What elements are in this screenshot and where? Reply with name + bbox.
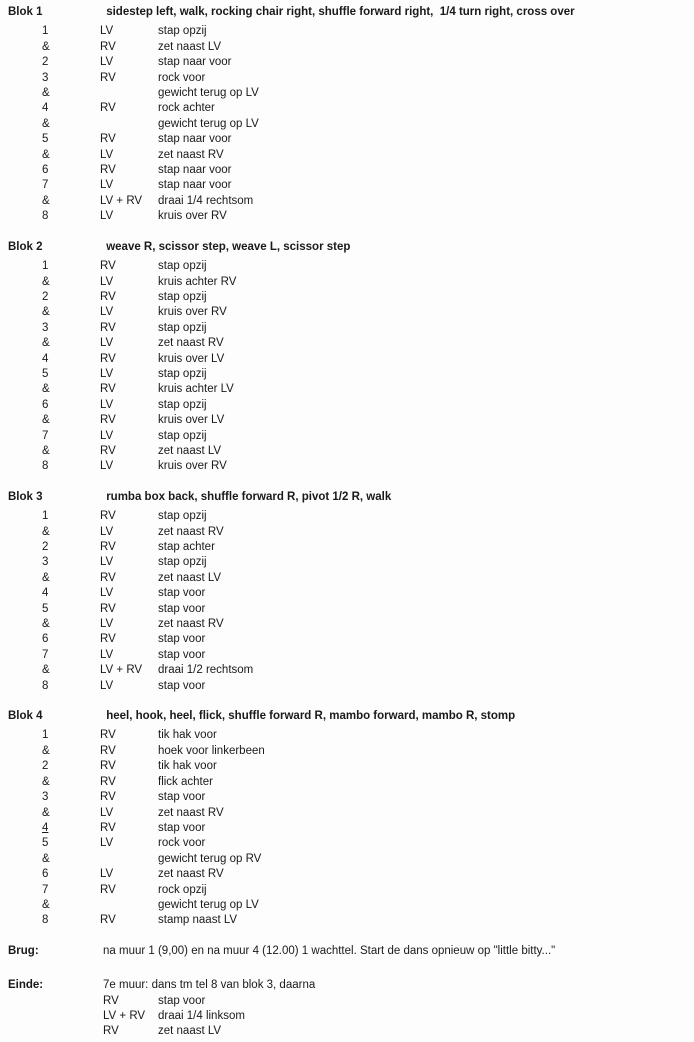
beat-count: 7 bbox=[42, 883, 49, 896]
beat-count: 2 bbox=[42, 290, 49, 303]
step-row bbox=[42, 275, 688, 290]
beat-count: & bbox=[42, 194, 50, 207]
step-row bbox=[103, 1009, 688, 1024]
step-action: tik hak voor bbox=[158, 760, 217, 773]
foot-label: LV bbox=[100, 179, 114, 192]
step-row bbox=[42, 759, 688, 774]
foot-label: LV bbox=[100, 148, 114, 161]
beat-count: 7 bbox=[42, 648, 49, 661]
beat-count: 5 bbox=[42, 133, 49, 146]
step-action: stap opzij bbox=[158, 429, 207, 442]
beat-count: 4 bbox=[42, 587, 49, 600]
step-row bbox=[42, 663, 688, 678]
step-row bbox=[42, 367, 688, 382]
step-row bbox=[42, 444, 688, 459]
beat-count: 4 bbox=[42, 821, 49, 834]
step-row bbox=[42, 413, 688, 428]
block-label: Blok 4 bbox=[8, 710, 43, 723]
foot-label: LV bbox=[100, 587, 114, 600]
beat-count: 1 bbox=[42, 260, 49, 273]
block-header bbox=[8, 5, 688, 20]
beat-count: 5 bbox=[42, 367, 49, 380]
step-row bbox=[42, 586, 688, 601]
beat-count: & bbox=[42, 444, 50, 457]
step-action: stap opzij bbox=[158, 510, 207, 523]
step-action: zet naast LV bbox=[158, 40, 222, 53]
foot-label: RV bbox=[100, 914, 116, 927]
dance-block bbox=[8, 490, 688, 694]
foot-label bbox=[100, 898, 158, 913]
step-row bbox=[42, 883, 688, 898]
step-action: stap naar voor bbox=[158, 133, 232, 146]
ending-header bbox=[8, 978, 688, 993]
foot-label: RV bbox=[100, 40, 116, 53]
beat-count: 2 bbox=[42, 760, 49, 773]
step-action: kruis over LV bbox=[158, 352, 225, 365]
foot-label: LV bbox=[100, 556, 114, 569]
beat-count: & bbox=[42, 275, 50, 288]
step-row bbox=[103, 994, 688, 1009]
foot-label: RV bbox=[100, 71, 116, 84]
beat-count: 5 bbox=[42, 602, 49, 615]
step-action: stap opzij bbox=[158, 398, 207, 411]
step-row bbox=[42, 679, 688, 694]
step-row bbox=[42, 836, 688, 851]
step-action: zet naast RV bbox=[158, 868, 224, 881]
beat-count: 3 bbox=[42, 71, 49, 84]
block-title: rumba box back, shuffle forward R, pivot 1/2 R, walk bbox=[106, 490, 392, 503]
foot-label: RV bbox=[100, 321, 116, 334]
step-action: zet naast LV bbox=[158, 1025, 222, 1038]
beat-count: & bbox=[42, 525, 50, 538]
beat-count: & bbox=[42, 744, 50, 757]
dance-block bbox=[8, 5, 688, 225]
step-row bbox=[42, 40, 688, 55]
step-row bbox=[42, 525, 688, 540]
step-action: tik hak voor bbox=[158, 729, 217, 742]
step-row bbox=[42, 617, 688, 632]
beat-count: & bbox=[42, 117, 50, 130]
beat-count: & bbox=[42, 87, 50, 100]
step-row bbox=[42, 163, 688, 178]
beat-count: 6 bbox=[42, 868, 49, 881]
foot-label: LV bbox=[100, 367, 114, 380]
step-row bbox=[42, 86, 688, 101]
foot-label: RV bbox=[100, 883, 116, 896]
step-action: stap opzij bbox=[158, 321, 207, 334]
beat-count: 6 bbox=[42, 398, 49, 411]
step-action: stap voor bbox=[158, 821, 206, 834]
step-action: hoek voor linkerbeen bbox=[158, 744, 265, 757]
step-action: gewicht terug op LV bbox=[158, 117, 259, 130]
step-action: draai 1/4 linksom bbox=[158, 1009, 245, 1022]
beat-count: 3 bbox=[42, 556, 49, 569]
step-action: stap opzij bbox=[158, 260, 207, 273]
foot-label: RV bbox=[100, 775, 116, 788]
step-row bbox=[42, 290, 688, 305]
step-action: zet naast RV bbox=[158, 148, 224, 161]
step-action: stamp naast LV bbox=[158, 914, 238, 927]
block-label: Blok 2 bbox=[8, 240, 43, 253]
beat-count: & bbox=[42, 306, 50, 319]
bridge-section bbox=[8, 944, 688, 959]
step-row bbox=[42, 382, 688, 397]
beat-count: & bbox=[42, 852, 50, 865]
foot-label: RV bbox=[100, 352, 116, 365]
beat-count: 4 bbox=[42, 102, 49, 115]
beat-count: 8 bbox=[42, 210, 49, 223]
step-action: stap voor bbox=[158, 994, 206, 1007]
foot-label: RV bbox=[100, 571, 116, 584]
beat-count: 4 bbox=[42, 352, 49, 365]
block-steps bbox=[8, 509, 688, 694]
step-action: zet naast LV bbox=[158, 444, 222, 457]
step-row bbox=[42, 555, 688, 570]
foot-label: RV bbox=[100, 602, 116, 615]
foot-label: RV bbox=[100, 290, 116, 303]
step-row bbox=[42, 648, 688, 663]
step-row bbox=[42, 305, 688, 320]
step-row bbox=[42, 321, 688, 336]
step-action: kruis over LV bbox=[158, 414, 225, 427]
step-row bbox=[42, 867, 688, 882]
step-action: kruis over RV bbox=[158, 306, 227, 319]
foot-label: LV bbox=[100, 837, 114, 850]
foot-label: LV bbox=[100, 337, 114, 350]
beat-count: & bbox=[42, 40, 50, 53]
step-action: stap voor bbox=[158, 587, 206, 600]
beat-count: & bbox=[42, 775, 50, 788]
step-action: stap voor bbox=[158, 791, 206, 804]
step-action: stap naar voor bbox=[158, 179, 232, 192]
foot-label: LV bbox=[100, 56, 114, 69]
beat-count: 5 bbox=[42, 837, 49, 850]
beat-count: & bbox=[42, 664, 50, 677]
beat-count: & bbox=[42, 337, 50, 350]
foot-label: RV bbox=[100, 760, 116, 773]
foot-label: LV bbox=[100, 429, 114, 442]
step-action: rock voor bbox=[158, 71, 206, 84]
foot-label: LV bbox=[100, 275, 114, 288]
step-row bbox=[42, 913, 688, 928]
foot-label: LV bbox=[100, 618, 114, 631]
step-action: stap naar voor bbox=[158, 56, 232, 69]
beat-count: 8 bbox=[42, 914, 49, 927]
beat-count: 7 bbox=[42, 429, 49, 442]
step-action: zet naast RV bbox=[158, 525, 224, 538]
step-row bbox=[42, 178, 688, 193]
step-row bbox=[42, 148, 688, 163]
beat-count: & bbox=[42, 618, 50, 631]
block-steps bbox=[8, 259, 688, 475]
step-row bbox=[42, 336, 688, 351]
step-action: stap voor bbox=[158, 602, 206, 615]
foot-label: RV bbox=[100, 383, 116, 396]
step-row bbox=[42, 571, 688, 586]
foot-label: LV + RV bbox=[100, 664, 143, 677]
beat-count: 6 bbox=[42, 164, 49, 177]
foot-label: LV bbox=[100, 648, 114, 661]
step-row bbox=[42, 101, 688, 116]
step-row bbox=[42, 775, 688, 790]
step-action: draai 1/4 rechtsom bbox=[158, 194, 254, 207]
ending-section bbox=[8, 978, 688, 1040]
beat-count: 1 bbox=[42, 25, 49, 38]
step-row bbox=[42, 209, 688, 224]
beat-count: 8 bbox=[42, 460, 49, 473]
beat-count: & bbox=[42, 148, 50, 161]
step-action: rock opzij bbox=[158, 883, 207, 896]
step-action: draai 1/2 rechtsom bbox=[158, 664, 254, 677]
beat-count: 7 bbox=[42, 179, 49, 192]
bridge-row bbox=[8, 944, 688, 959]
foot-label: LV bbox=[100, 868, 114, 881]
foot-label bbox=[100, 86, 158, 101]
block-header bbox=[8, 709, 688, 724]
step-row bbox=[42, 602, 688, 617]
step-action: zet naast RV bbox=[158, 618, 224, 631]
beat-count: & bbox=[42, 571, 50, 584]
foot-label: RV bbox=[100, 414, 116, 427]
step-row bbox=[103, 1024, 688, 1039]
step-action: flick achter bbox=[158, 775, 213, 788]
dance-block bbox=[8, 240, 688, 475]
step-row bbox=[42, 259, 688, 274]
foot-label: RV bbox=[100, 541, 116, 553]
block-title: sidestep left, walk, rocking chair right, shuffle forward right, 1/4 turn right, cross over bbox=[106, 6, 575, 18]
beat-count: 1 bbox=[42, 729, 49, 742]
step-row bbox=[42, 132, 688, 147]
step-row bbox=[42, 459, 688, 474]
step-row bbox=[42, 744, 688, 759]
step-action: stap achter bbox=[158, 541, 215, 553]
step-action: stap naar voor bbox=[158, 164, 232, 177]
step-action: stap opzij bbox=[158, 25, 207, 38]
foot-label: LV + RV bbox=[100, 194, 143, 207]
step-row bbox=[42, 806, 688, 821]
foot-label: LV bbox=[100, 525, 114, 538]
block-label: Blok 1 bbox=[8, 6, 43, 18]
beat-count: 6 bbox=[42, 633, 49, 646]
foot-label: RV bbox=[100, 633, 116, 646]
step-action: zet naast RV bbox=[158, 806, 224, 819]
bridge-label: Brug: bbox=[8, 944, 39, 957]
step-action: kruis achter RV bbox=[158, 275, 237, 288]
beat-count: 2 bbox=[42, 56, 49, 69]
beat-count: & bbox=[42, 414, 50, 427]
step-action: gewicht terug op LV bbox=[158, 87, 259, 100]
step-row bbox=[42, 632, 688, 647]
ending-label: Einde: bbox=[8, 979, 44, 992]
step-row bbox=[42, 117, 688, 132]
step-action: gewicht terug op LV bbox=[158, 898, 259, 911]
step-row bbox=[42, 352, 688, 367]
foot-label: RV bbox=[100, 791, 116, 804]
step-action: zet naast LV bbox=[158, 571, 222, 584]
beat-count: 3 bbox=[42, 321, 49, 334]
foot-label: RV bbox=[100, 821, 116, 834]
block-title: heel, hook, heel, flick, shuffle forward R, mambo forward, mambo R, stomp bbox=[106, 710, 516, 723]
step-action: stap voor bbox=[158, 679, 206, 692]
foot-label: LV bbox=[100, 25, 114, 38]
step-action: zet naast RV bbox=[158, 337, 224, 350]
foot-label: LV bbox=[100, 806, 114, 819]
beat-count: 8 bbox=[42, 679, 49, 692]
foot-label: RV bbox=[100, 510, 116, 523]
foot-label: RV bbox=[100, 164, 116, 177]
foot-label: RV bbox=[100, 133, 116, 146]
foot-label bbox=[100, 117, 158, 132]
block-label: Blok 3 bbox=[8, 490, 43, 503]
block-title: weave R, scissor step, weave L, scissor step bbox=[106, 240, 351, 253]
foot-label: LV bbox=[100, 210, 114, 223]
step-action: rock achter bbox=[158, 102, 215, 115]
foot-label: LV bbox=[100, 679, 114, 692]
beat-count: & bbox=[42, 383, 50, 396]
step-action: kruis achter LV bbox=[158, 383, 234, 396]
foot-label: RV bbox=[100, 444, 116, 457]
beat-count: & bbox=[42, 898, 50, 911]
foot-label: RV bbox=[100, 744, 116, 757]
step-action: kruis over RV bbox=[158, 210, 227, 223]
block-steps bbox=[8, 728, 688, 928]
step-action: stap opzij bbox=[158, 367, 207, 380]
foot-label: RV bbox=[103, 1025, 119, 1038]
foot-label: RV bbox=[103, 994, 119, 1007]
step-action: stap opzij bbox=[158, 556, 207, 569]
foot-label bbox=[100, 852, 158, 867]
blocks-container bbox=[8, 5, 688, 929]
step-row bbox=[42, 429, 688, 444]
foot-label: RV bbox=[100, 260, 116, 273]
step-row bbox=[42, 71, 688, 86]
step-action: rock voor bbox=[158, 837, 206, 850]
beat-count: 3 bbox=[42, 791, 49, 804]
ending-steps bbox=[8, 994, 688, 1040]
foot-label: LV bbox=[100, 460, 114, 473]
block-steps bbox=[8, 24, 688, 224]
ending-intro: 7e muur: dans tm tel 8 van blok 3, daarna bbox=[103, 979, 316, 992]
block-header bbox=[8, 240, 688, 255]
step-action: stap opzij bbox=[158, 290, 207, 303]
step-row bbox=[42, 55, 688, 70]
foot-label: RV bbox=[100, 102, 116, 115]
foot-label: LV bbox=[100, 398, 114, 411]
step-row bbox=[42, 728, 688, 743]
step-row bbox=[42, 509, 688, 524]
step-row bbox=[42, 898, 688, 913]
step-row bbox=[42, 398, 688, 413]
step-row bbox=[42, 540, 688, 555]
step-action: stap voor bbox=[158, 633, 206, 646]
step-row bbox=[42, 852, 688, 867]
beat-count: & bbox=[42, 806, 50, 819]
step-action: stap voor bbox=[158, 648, 206, 661]
step-action: gewicht terug op RV bbox=[158, 852, 262, 865]
beat-count: 2 bbox=[42, 541, 49, 553]
foot-label: LV bbox=[100, 306, 114, 319]
step-row bbox=[42, 821, 688, 836]
block-header bbox=[8, 490, 688, 505]
dance-block bbox=[8, 709, 688, 929]
step-row bbox=[42, 194, 688, 209]
beat-count: 1 bbox=[42, 510, 49, 523]
step-row bbox=[42, 24, 688, 39]
foot-label: RV bbox=[100, 729, 116, 742]
step-row bbox=[42, 790, 688, 805]
bridge-text: na muur 1 (9,00) en na muur 4 (12.00) 1 wachttel. Start de dans opnieuw op "little bitty..." bbox=[103, 944, 556, 957]
foot-label: LV + RV bbox=[103, 1009, 146, 1022]
step-action: kruis over RV bbox=[158, 460, 227, 473]
